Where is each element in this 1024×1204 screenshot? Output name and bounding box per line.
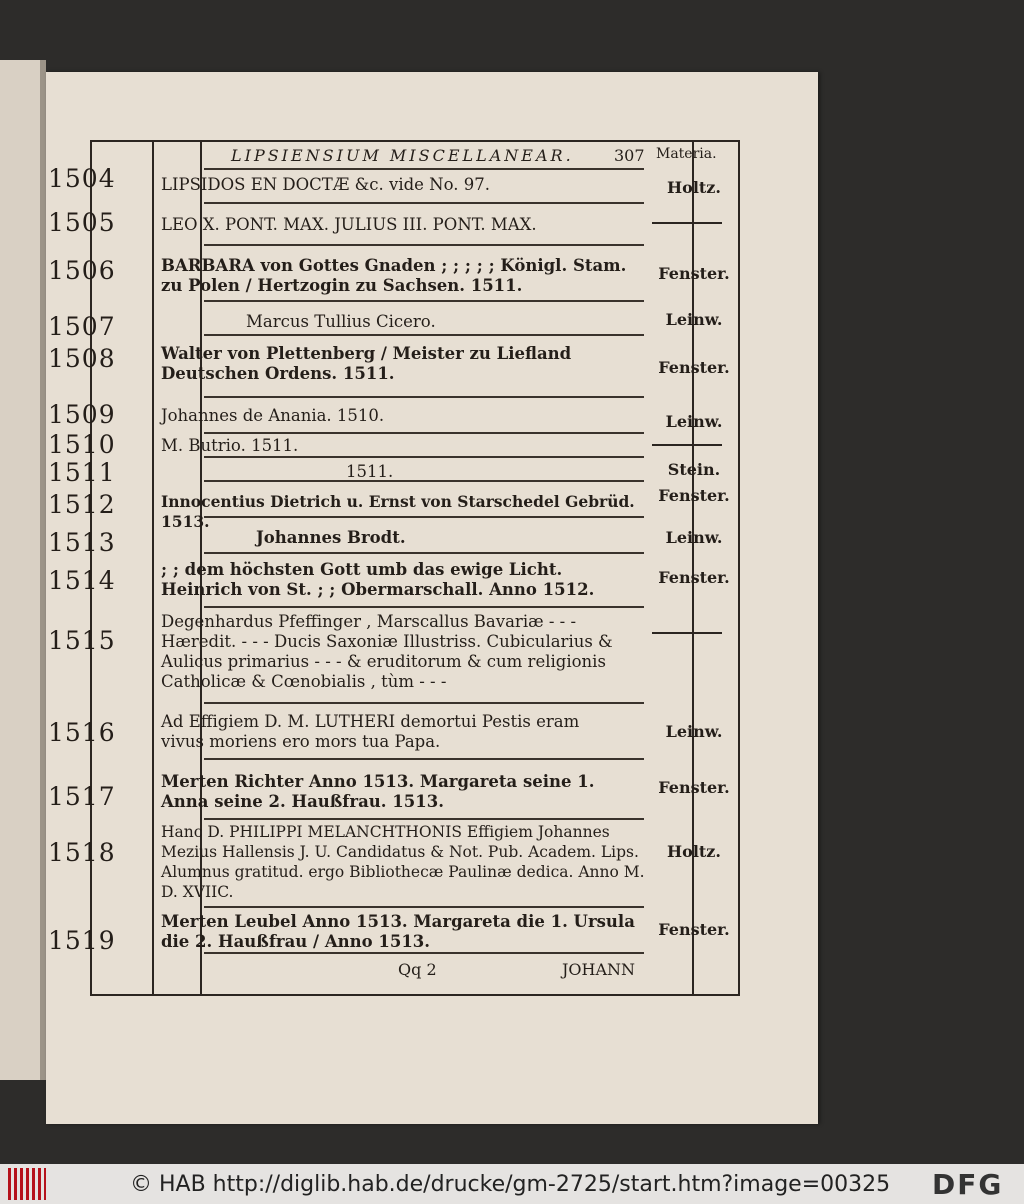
entry-text: Innocentius Dietrich u. Ernst von Starschedel Gebrüd. 1513.: [161, 492, 635, 531]
year-label: 1515: [48, 626, 116, 655]
year-label: 1513: [48, 528, 116, 557]
entry-text: Merten Richter Anno 1513. Margareta seine 1. Anna seine 2. Haußfrau. 1513.: [161, 772, 595, 811]
credit-link[interactable]: © HAB http://diglib.hab.de/drucke/gm-2725/start.htm?image=00325: [130, 1172, 891, 1197]
row-rule: [204, 818, 644, 820]
material-blank-rule: [652, 222, 722, 224]
entry-text: Ad Effigiem D. M. LUTHERI demortui Pestis eram vivus moriens ero mors tua Papa.: [161, 712, 580, 751]
material-blank-rule: [652, 444, 722, 446]
running-title: LIPSIENSIUM MISCELLANEAR.: [231, 146, 574, 165]
page-number: 307: [614, 146, 645, 165]
year-label: 1510: [48, 430, 116, 459]
row-rule: [204, 168, 644, 170]
material-label: Fenster.: [658, 264, 730, 283]
row-rule: [204, 396, 644, 398]
entry-text: ; ; dem höchsten Gott umb das ewige Licht. Heinrich von St. ; ; Obermarschall. Anno 1512.: [161, 560, 595, 599]
year-label: 1519: [48, 926, 116, 955]
material-label: Fenster.: [658, 778, 730, 797]
signature-mark: Qq 2: [398, 960, 437, 979]
row-rule: [204, 334, 644, 336]
hab-logo-icon: [8, 1168, 46, 1200]
year-label: 1512: [48, 490, 116, 519]
material-label: Holtz.: [667, 178, 721, 197]
book-page: [46, 72, 818, 1124]
credit-bar: [0, 1164, 1024, 1204]
row-rule: [204, 906, 644, 908]
material-label: Fenster.: [658, 920, 730, 939]
material-label: Fenster.: [658, 358, 730, 377]
material-label: Fenster.: [658, 568, 730, 587]
year-label: 1518: [48, 838, 116, 867]
entry-text: LIPSIDOS EN DOCTÆ &c. vide No. 97.: [161, 175, 490, 194]
row-rule: [204, 702, 644, 704]
row-rule: [204, 606, 644, 608]
material-label: Leinw.: [665, 528, 723, 547]
year-label: 1508: [48, 344, 116, 373]
entry-text: Marcus Tullius Cicero.: [246, 312, 436, 331]
material-label: Leinw.: [665, 412, 723, 431]
year-column-rule: [152, 142, 154, 994]
year-label: 1517: [48, 782, 116, 811]
entry-text: Merten Leubel Anno 1513. Margareta die 1. Ursula die 2. Haußfrau / Anno 1513.: [161, 912, 635, 951]
year-label: 1509: [48, 400, 116, 429]
year-label: 1506: [48, 256, 116, 285]
entry-text: Johannes Brodt.: [256, 528, 406, 547]
material-label: Holtz.: [667, 842, 721, 861]
entry-text: BARBARA von Gottes Gnaden ; ; ; ; ; Königl. Stam. zu Polen / Hertzogin zu Sachsen. 1511.: [161, 256, 627, 295]
row-rule: [204, 300, 644, 302]
entry-text: 1511.: [346, 462, 394, 481]
material-label: Stein.: [667, 460, 721, 479]
entry-text: Degenhardus Pfeffinger , Marscallus Bavariæ - - - Hæredit. - - - Ducis Saxoniæ Illustriss. Cubicularius & Aulicus primarius - - - & eruditorum & cum religionis Catholicæ & Cœnobialis , tùm - - -: [161, 612, 613, 691]
material-label: Fenster.: [658, 486, 730, 505]
row-rule: [204, 432, 644, 434]
material-label: Leinw.: [665, 722, 723, 741]
entry-text: LEO X. PONT. MAX. JULIUS III. PONT. MAX.: [161, 215, 537, 234]
material-label: Leinw.: [665, 310, 723, 329]
entry-text: Walter von Plettenberg / Meister zu Liefland Deutschen Ordens. 1511.: [161, 344, 572, 383]
dfg-logo: DFG: [932, 1168, 1004, 1201]
facing-page-edge: [0, 60, 42, 1080]
row-rule: [204, 244, 644, 246]
year-label: 1514: [48, 566, 116, 595]
entry-text: Hanc D. PHILIPPI MELANCHTHONIS Effigiem Johannes Mezius Hallensis J. U. Candidatus & Not. Pub. Academ. Lips. Alumnus gratitud. ergo Bibliothecæ Paulinæ dedica. Anno M. D. XVIIC.: [161, 823, 645, 901]
row-rule: [204, 456, 644, 458]
year-label: 1504: [48, 164, 116, 193]
catchword: JOHANN: [562, 960, 636, 979]
entry-text: M. Butrio. 1511.: [161, 436, 299, 455]
row-rule: [204, 202, 644, 204]
entry-text: Johannes de Anania. 1510.: [161, 406, 385, 425]
row-rule: [204, 758, 644, 760]
year-label: 1505: [48, 208, 116, 237]
year-label: 1516: [48, 718, 116, 747]
row-rule: [204, 952, 644, 954]
material-blank-rule: [652, 632, 722, 634]
material-column-title: Materia.: [656, 146, 717, 162]
year-label: 1511: [48, 458, 116, 487]
year-label: 1507: [48, 312, 116, 341]
row-rule: [204, 552, 644, 554]
